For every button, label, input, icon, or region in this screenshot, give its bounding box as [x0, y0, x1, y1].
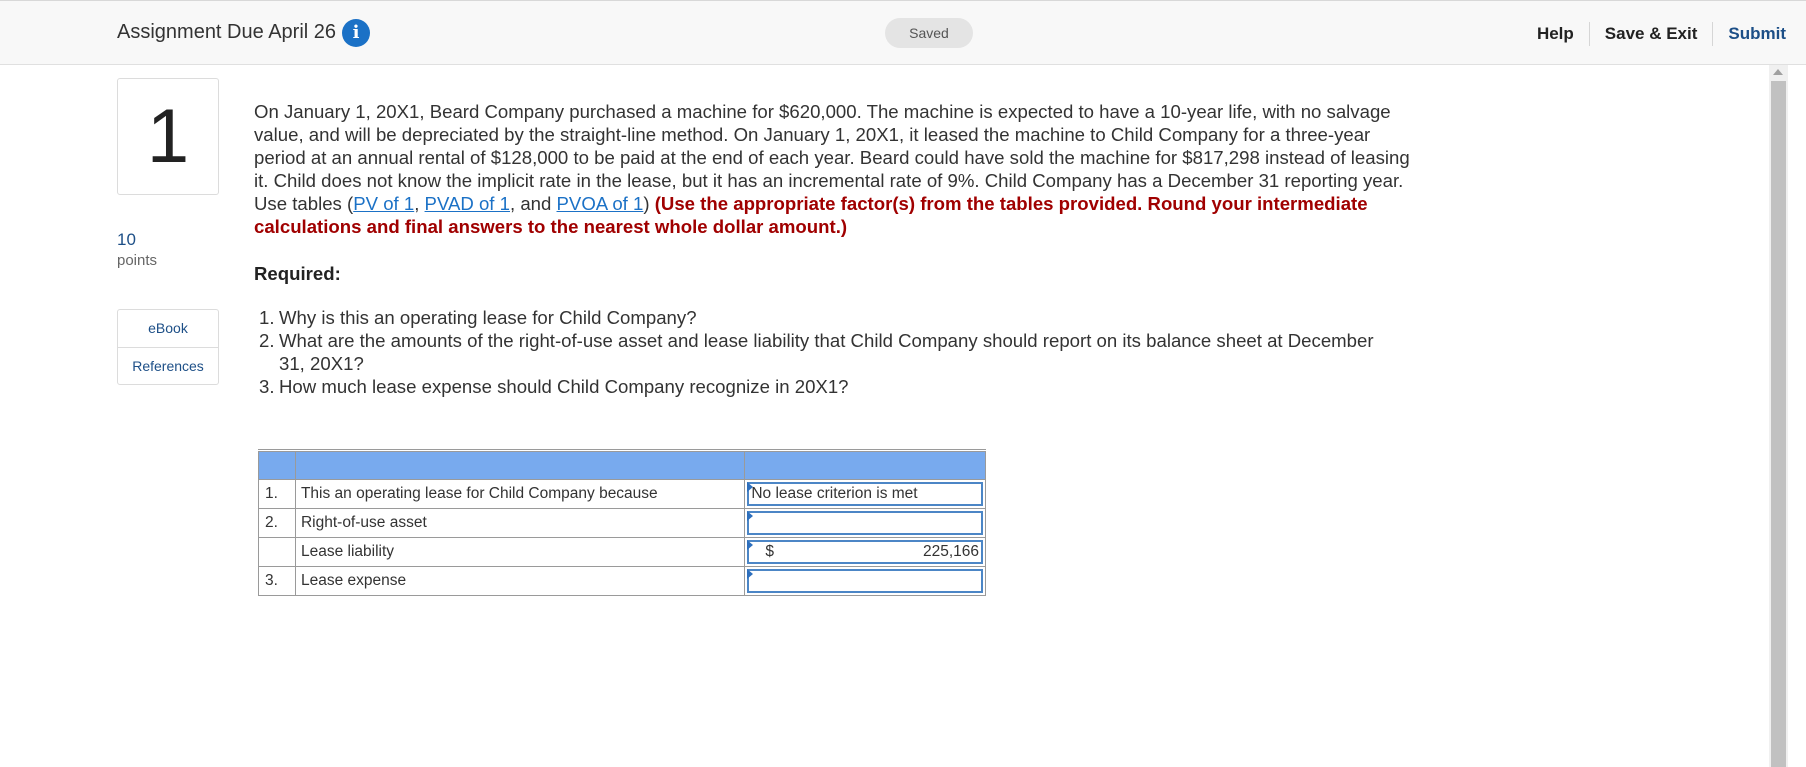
question-resources — [117, 309, 219, 385]
assignment-title: Assignment Due April 26 — [117, 21, 337, 43]
right-of-use-asset-input[interactable] — [747, 511, 983, 535]
requirement-number: 1. — [259, 307, 275, 328]
requirement-number: 2. — [259, 330, 275, 351]
row-label: Lease expense — [295, 567, 744, 596]
row-label: Right-of-use asset — [295, 509, 744, 538]
assignment-header — [0, 0, 1806, 65]
requirement-text: What are the amounts of the right-of-use asset and lease liability that Child Company should report on its balance sheet at December 31, 20X1? — [279, 330, 1374, 374]
row-label: Lease liability — [295, 538, 744, 567]
points-value: 10 — [117, 230, 136, 249]
lease-liability-input[interactable] — [747, 540, 983, 564]
header-cell — [745, 451, 986, 480]
header-cell — [295, 451, 744, 480]
question-text — [254, 100, 1414, 238]
currency-symbol: $ — [765, 543, 774, 560]
info-icon[interactable]: i — [342, 19, 370, 47]
row-label: This an operating lease for Child Company because — [295, 480, 744, 509]
lease-liability-cell — [745, 538, 986, 567]
submit-link[interactable]: Submit — [1712, 22, 1806, 46]
cell-marker-icon — [747, 569, 753, 579]
amount-value: 225,166 — [922, 543, 979, 560]
question-number: 1 — [146, 94, 190, 179]
requirement-item — [259, 306, 1399, 329]
help-link[interactable]: Help — [1536, 23, 1574, 43]
required-heading: Required: — [254, 263, 341, 284]
requirement-text: How much lease expense should Child Company recognize in 20X1? — [279, 376, 849, 397]
requirement-text: Why is this an operating lease for Child Company? — [279, 307, 697, 328]
row-number: 1. — [259, 480, 296, 509]
operating-lease-reason-select[interactable] — [747, 482, 983, 506]
header-nav — [1522, 1, 1806, 66]
table-row — [259, 538, 986, 567]
requirement-number: 3. — [259, 376, 275, 397]
saved-status-badge: Saved — [885, 18, 973, 48]
answer-table — [258, 449, 986, 596]
operating-lease-reason-cell — [745, 480, 986, 509]
references-button[interactable]: References — [118, 347, 218, 384]
cell-marker-icon — [747, 482, 753, 492]
points-label: points — [117, 252, 158, 269]
requirement-item — [259, 375, 1399, 398]
cell-marker-icon — [747, 540, 753, 550]
question-body-end: ) — [643, 193, 655, 214]
requirement-item — [259, 329, 1399, 375]
requirements-list — [259, 306, 1399, 398]
vertical-scrollbar[interactable] — [1769, 65, 1788, 767]
scrollbar-thumb[interactable] — [1771, 81, 1786, 767]
pvad-of-1-link[interactable]: PVAD of 1 — [424, 193, 510, 214]
row-number — [259, 538, 296, 567]
pv-of-1-link[interactable]: PV of 1 — [353, 193, 415, 214]
row-number: 2. — [259, 509, 296, 538]
table-header-row — [259, 451, 986, 480]
scroll-up-arrow-icon[interactable] — [1773, 69, 1783, 75]
selected-value: No lease criterion is met — [751, 485, 918, 502]
save-exit-link[interactable]: Save & Exit — [1589, 22, 1713, 46]
separator: , and — [509, 193, 557, 214]
table-row — [259, 567, 986, 596]
cell-marker-icon — [747, 511, 753, 521]
table-row — [259, 509, 986, 538]
row-number: 3. — [259, 567, 296, 596]
lease-expense-cell — [745, 567, 986, 596]
table-row — [259, 480, 986, 509]
right-of-use-asset-cell — [745, 509, 986, 538]
ebook-button[interactable]: eBook — [148, 320, 188, 336]
lease-expense-input[interactable] — [747, 569, 983, 593]
pvoa-of-1-link[interactable]: PVOA of 1 — [556, 193, 644, 214]
instruction-emphasis: (Use the appropriate factor(s) from the tables provided. Round your intermediate calculations and final answers to the nearest whole dollar amount.) — [254, 193, 1368, 237]
question-body: On January 1, 20X1, Beard Company purchased a machine for $620,000. The machine is expected to have a 10-year life, with no salvage value, and will be depreciated by the straight-line method. On January 1, 20X1, it leased the machine to Child Company for a three-year period at an annual rental of $128,000 to be paid at the end of each year. Beard could have sold the machine for $817,298 instead of leasing it. Child does not know the implicit rate in the lease, but it has an incremental rate of 9%. Child Company has a December 31 reporting year. Use tables ( — [254, 101, 1410, 214]
question-number-box — [117, 78, 219, 195]
header-cell — [259, 451, 296, 480]
separator: , — [414, 193, 425, 214]
